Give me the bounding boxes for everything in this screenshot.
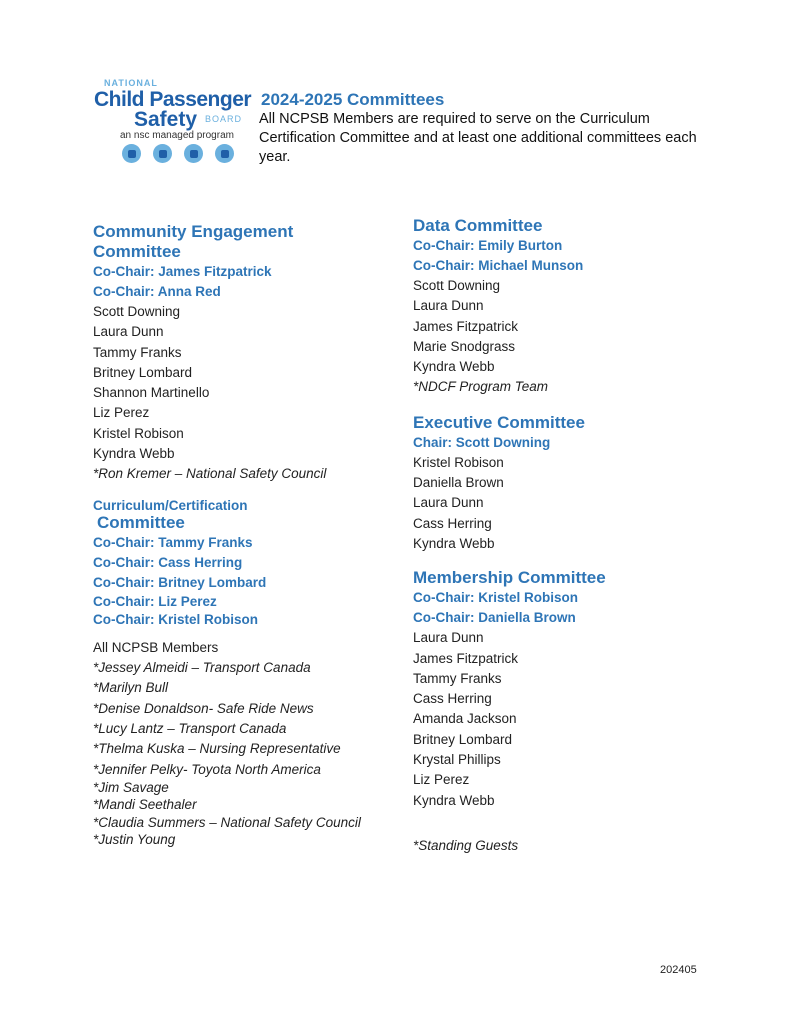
co-chair: Co-Chair: Michael Munson xyxy=(413,258,584,273)
member: James Fitzpatrick xyxy=(413,650,519,666)
member: Kyndra Webb xyxy=(413,535,495,551)
member: Kyndra Webb xyxy=(93,446,175,462)
member: Amanda Jackson xyxy=(413,711,517,727)
member: James Fitzpatrick xyxy=(413,318,519,334)
membership-committee-section xyxy=(413,568,733,811)
logo-board-text: BOARD xyxy=(205,114,243,124)
page-title: 2024-2025 Committees xyxy=(261,90,445,109)
logo-nsc-text: an nsc managed program xyxy=(120,130,234,141)
standing-guest: *Jennifer Pelky- Toyota North America xyxy=(93,762,321,778)
logo-national-text: NATIONAL xyxy=(104,78,158,88)
booster-icon xyxy=(153,144,172,163)
standing-guest: *Marilyn Bull xyxy=(93,680,169,696)
co-chair: Co-Chair: James Fitzpatrick xyxy=(93,264,272,279)
member: Krystal Phillips xyxy=(413,752,501,768)
standing-guest: *Mandi Seethaler xyxy=(93,797,197,813)
standing-guests-note: *Standing Guests xyxy=(413,837,519,853)
member: Liz Perez xyxy=(413,772,470,788)
co-chair: Co-Chair: Liz Perez xyxy=(93,593,217,609)
member: Kyndra Webb xyxy=(413,359,495,375)
member: Britney Lombard xyxy=(413,731,513,747)
seatbelt-icon xyxy=(215,144,234,163)
left-column xyxy=(93,222,393,849)
section-title-cont: Committee xyxy=(97,512,185,532)
standing-guest: *Justin Young xyxy=(93,832,176,848)
co-chair: Co-Chair: Daniella Brown xyxy=(413,610,576,626)
standing-guest: *Jim Savage xyxy=(93,779,169,795)
standing-guest: *Denise Donaldson- Safe Ride News xyxy=(93,700,314,716)
document-code: 202405 xyxy=(660,964,697,976)
member: Shannon Martinello xyxy=(93,385,210,401)
member: Daniella Brown xyxy=(413,475,504,491)
member: Britney Lombard xyxy=(93,364,193,380)
car-seat-icon xyxy=(122,144,141,163)
community-engagement-section xyxy=(93,222,393,485)
member: Scott Downing xyxy=(413,278,501,293)
member: Liz Perez xyxy=(93,405,150,421)
standing-guest: *Claudia Summers – National Safety Council xyxy=(93,814,361,830)
members-note: All NCPSB Members xyxy=(93,639,219,655)
member: Cass Herring xyxy=(413,515,492,531)
co-chair: Co-Chair: Emily Burton xyxy=(413,238,563,253)
member: Laura Dunn xyxy=(413,298,484,314)
page-description: All NCPSB Members are required to serve on the Curriculum Certification Committee and at least one additional committees each year. xyxy=(259,111,697,165)
right-column xyxy=(413,216,733,856)
co-chair: Co-Chair: Britney Lombard xyxy=(93,574,267,590)
executive-committee-section xyxy=(413,413,733,554)
co-chair: Co-Chair: Tammy Franks xyxy=(93,534,253,550)
standing-guest: *NDCF Program Team xyxy=(413,379,549,395)
standing-guest: *Thelma Kuska – Nursing Representative xyxy=(93,741,341,757)
section-title: Data Committee xyxy=(413,216,543,235)
section-title: Curriculum/Certification xyxy=(93,497,248,513)
section-title: Executive Committee xyxy=(413,412,585,432)
member: Scott Downing xyxy=(93,304,181,319)
ncpsb-logo xyxy=(94,78,252,168)
member: Kristel Robison xyxy=(93,425,184,441)
co-chair: Co-Chair: Kristel Robison xyxy=(93,611,259,627)
co-chair: Co-Chair: Anna Red xyxy=(93,284,221,299)
data-committee-section xyxy=(413,216,733,398)
standing-guest: *Lucy Lantz – Transport Canada xyxy=(93,720,287,736)
section-title-cont: Committee xyxy=(93,242,181,261)
child-icon xyxy=(184,144,203,163)
section-title: Membership Committee xyxy=(413,568,606,588)
logo-icons xyxy=(122,144,234,163)
member: Laura Dunn xyxy=(413,495,484,511)
co-chair: Co-Chair: Kristel Robison xyxy=(413,590,579,606)
member: Tammy Franks xyxy=(413,670,502,686)
member: Laura Dunn xyxy=(413,630,484,646)
member: Tammy Franks xyxy=(93,344,182,360)
member: Kristel Robison xyxy=(413,454,504,470)
chair: Chair: Scott Downing xyxy=(413,434,551,450)
co-chair: Co-Chair: Cass Herring xyxy=(93,554,243,570)
member: Marie Snodgrass xyxy=(413,338,516,354)
member: Cass Herring xyxy=(413,691,492,707)
section-title: Community Engagement xyxy=(93,222,294,241)
member: Kyndra Webb xyxy=(413,792,495,808)
standing-guest: *Ron Kremer – National Safety Council xyxy=(93,466,327,482)
member: Laura Dunn xyxy=(93,324,164,340)
curriculum-certification-section xyxy=(93,498,393,849)
logo-child-passenger-text: Child Passenger xyxy=(94,88,252,111)
logo-safety-text: Safety xyxy=(134,108,198,131)
standing-guest: *Jessey Almeidi – Transport Canada xyxy=(93,659,311,675)
